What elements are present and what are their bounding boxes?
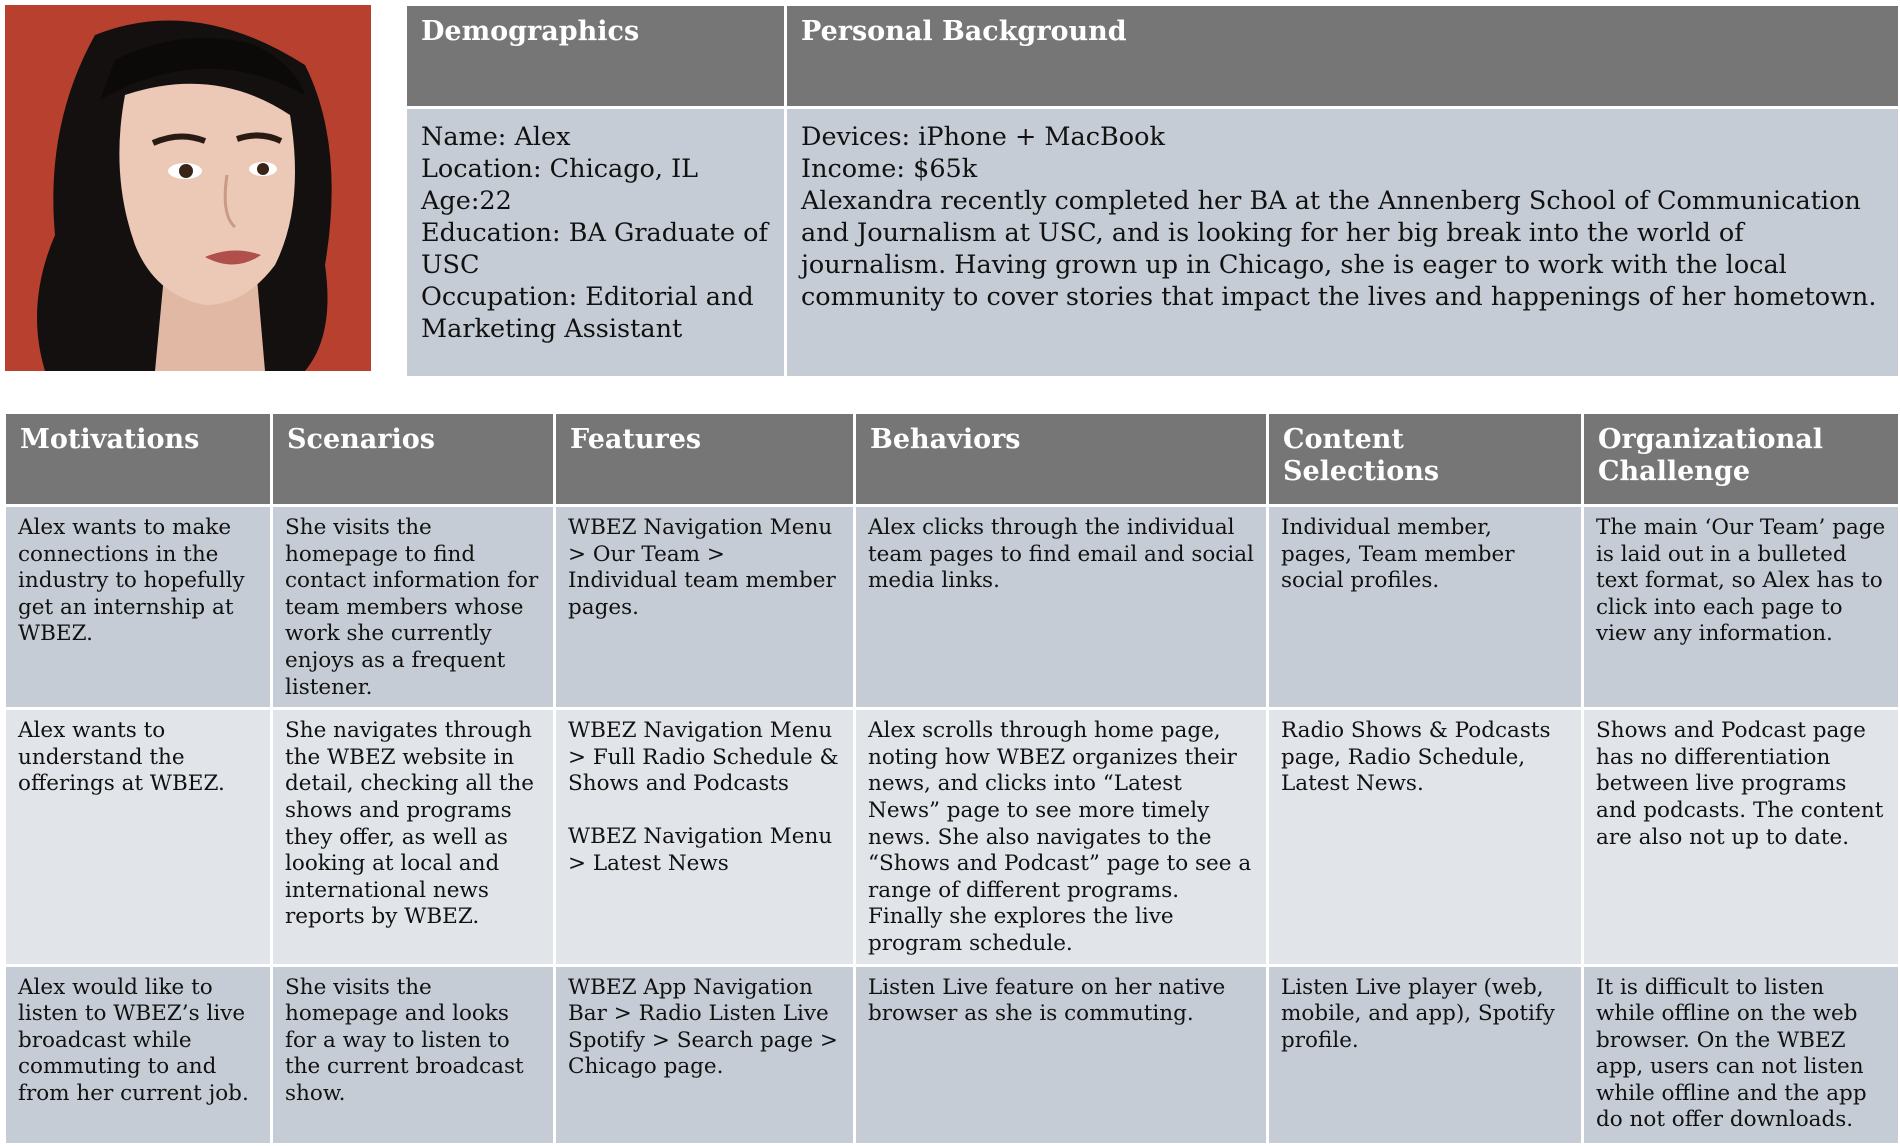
table-row bbox=[5, 506, 1900, 709]
behavior-cell: Alex scrolls through home page, noting how WBEZ organizes their news, and clicks into “Latest News” page to see more timely news. She also navigates to the “Shows and Podcast” page to see a range of different programs. Finally she explores the live program schedule. bbox=[855, 709, 1268, 965]
scenario-cell: She navigates through the WBEZ website in detail, checking all the shows and programs they offer, as well as looking at local and international news reports by WBEZ. bbox=[272, 709, 555, 965]
scenario-cell: She visits the homepage and looks for a way to listen to the current broadcast show. bbox=[272, 965, 555, 1144]
persona-photo bbox=[5, 5, 371, 371]
persona-table bbox=[404, 3, 1900, 379]
header-behaviors: Behaviors bbox=[855, 413, 1268, 506]
background-devices: Devices: iPhone + MacBook bbox=[801, 122, 1165, 152]
behavior-cell: Alex clicks through the individual team pages to find email and social media links. bbox=[855, 506, 1268, 709]
challenge-cell: It is difficult to listen while offline on the web browser. On the WBEZ app, users can not listen while offline and the app do not offer downloads. bbox=[1583, 965, 1900, 1144]
challenge-cell: The main ‘Our Team’ page is laid out in a bulleted text format, so Alex has to click into each page to view any information. bbox=[1583, 506, 1900, 709]
journey-table bbox=[3, 411, 1900, 1146]
background-bio: Alexandra recently completed her BA at the Annenberg School of Communication and Journalism at USC, and is looking for her big break into the world of journalism. Having grown up in Chicago, she is eager to work with the local community to cover stories that impact the lives and happenings of her hometown. bbox=[801, 186, 1877, 312]
table-row bbox=[5, 965, 1900, 1144]
features-cell bbox=[555, 506, 855, 709]
demographics-cell bbox=[406, 108, 786, 378]
motivation-cell: Alex wants to understand the offerings at WBEZ. bbox=[5, 709, 272, 965]
header-content-selections: Content Selections bbox=[1268, 413, 1583, 506]
challenge-cell: Shows and Podcast page has no differentiation between live programs and podcasts. The content are also not up to date. bbox=[1583, 709, 1900, 965]
scenario-cell: She visits the homepage to find contact information for team members whose work she currently enjoys as a frequent listener. bbox=[272, 506, 555, 709]
personal-background-cell bbox=[786, 108, 1900, 378]
personal-background-header: Personal Background bbox=[786, 5, 1900, 108]
header-motivations: Motivations bbox=[5, 413, 272, 506]
demographic-location: Location: Chicago, IL bbox=[421, 154, 699, 184]
feature-spacer bbox=[568, 798, 841, 824]
header-scenarios: Scenarios bbox=[272, 413, 555, 506]
table-row bbox=[5, 709, 1900, 965]
background-income: Income: $65k bbox=[801, 154, 978, 184]
demographic-occupation: Occupation: Editorial and Marketing Assistant bbox=[421, 282, 754, 344]
features-cell bbox=[555, 709, 855, 965]
features-cell bbox=[555, 965, 855, 1144]
motivation-cell: Alex would like to listen to WBEZ’s live broadcast while commuting to and from her current job. bbox=[5, 965, 272, 1144]
content-selection-cell: Radio Shows & Podcasts page, Radio Schedule, Latest News. bbox=[1268, 709, 1583, 965]
demographic-name: Name: Alex bbox=[421, 122, 571, 152]
feature-path: WBEZ App Navigation Bar > Radio Listen Live Spotify > Search page > Chicago page. bbox=[568, 974, 838, 1080]
content-selection-cell: Listen Live player (web, mobile, and app), Spotify profile. bbox=[1268, 965, 1583, 1144]
feature-path: WBEZ Navigation Menu > Full Radio Schedule & Shows and Podcasts bbox=[568, 718, 839, 797]
portrait-image bbox=[5, 5, 371, 371]
behavior-cell: Listen Live feature on her native browser as she is commuting. bbox=[855, 965, 1268, 1144]
demographics-header: Demographics bbox=[406, 5, 786, 108]
content-selection-cell: Individual member, pages, Team member social profiles. bbox=[1268, 506, 1583, 709]
feature-path: WBEZ Navigation Menu > Latest News bbox=[568, 823, 833, 876]
header-organizational-challenge: Organizational Challenge bbox=[1583, 413, 1900, 506]
header-features: Features bbox=[555, 413, 855, 506]
feature-path: WBEZ Navigation Menu > Our Team > Individual team member pages. bbox=[568, 515, 836, 620]
demographic-age: Age:22 bbox=[421, 186, 512, 216]
motivation-cell: Alex wants to make connections in the industry to hopefully get an internship at WBEZ. bbox=[5, 506, 272, 709]
demographic-education: Education: BA Graduate of USC bbox=[421, 218, 768, 280]
